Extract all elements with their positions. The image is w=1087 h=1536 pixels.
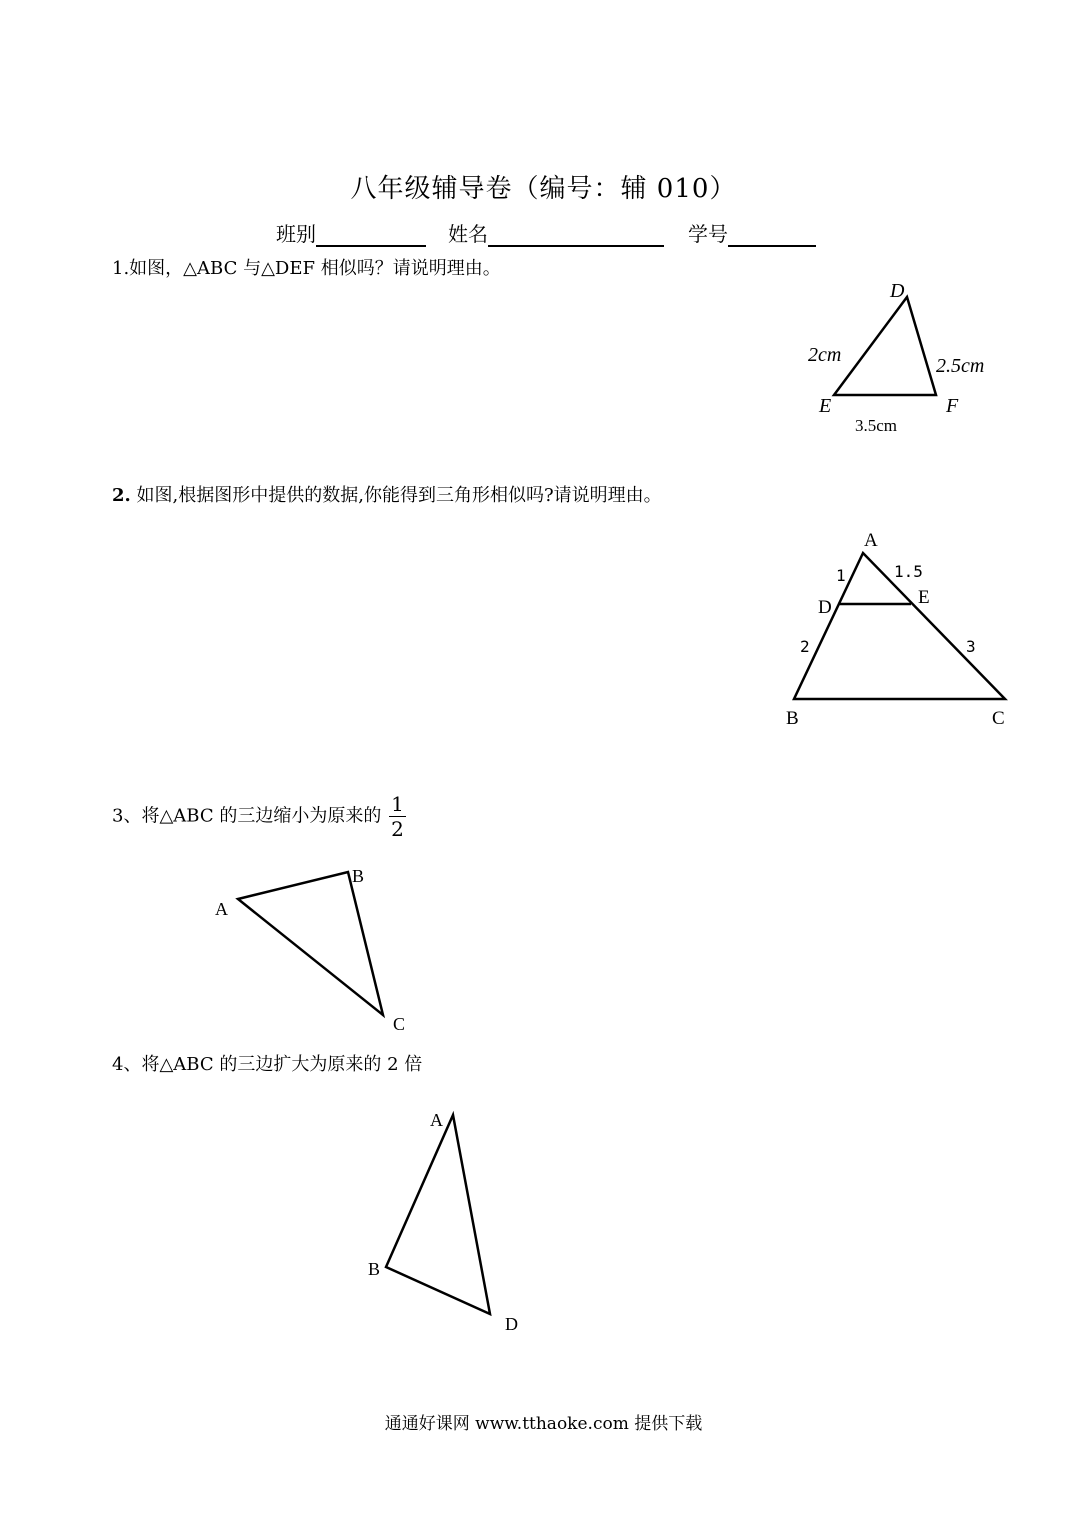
q1-vertex-f: F xyxy=(946,395,959,417)
page-title: 八年级辅导卷（编号：辅 010） xyxy=(350,174,737,204)
q4-vertex-a: A xyxy=(430,1110,443,1130)
q1-vertex-d: D xyxy=(890,280,905,302)
triangle-abd-q4 xyxy=(386,1115,490,1314)
student-id-label: 学号 xyxy=(688,222,728,246)
question-4-text: 4、将△ABC 的三边扩大为原来的 2 倍 xyxy=(112,1054,423,1075)
triangle-def xyxy=(834,297,936,395)
q2-vertex-a: A xyxy=(864,530,878,551)
q2-segment-db: 2 xyxy=(800,637,810,656)
question-1-text: 1.如图，△ABC 与△DEF 相似吗？请说明理由。 xyxy=(112,258,501,279)
fraction-denominator: 2 xyxy=(391,817,404,841)
fraction-numerator: 1 xyxy=(391,792,404,816)
footer-credit: 通通好课网 www.tthaoke.com 提供下载 xyxy=(384,1414,703,1434)
q4-vertex-b: B xyxy=(368,1259,381,1279)
q2-segment-ad: 1 xyxy=(836,566,846,585)
q1-side-ef: 3.5cm xyxy=(855,416,898,435)
q2-segment-ae: 1.5 xyxy=(894,562,923,581)
class-label: 班别 xyxy=(276,222,316,246)
name-label: 姓名 xyxy=(448,222,488,246)
q2-vertex-c: C xyxy=(992,708,1005,729)
triangle-abc-q3 xyxy=(238,872,383,1015)
q1-side-de: 2cm xyxy=(808,344,842,366)
q2-vertex-b: B xyxy=(786,708,799,729)
q3-vertex-b: B xyxy=(352,866,365,886)
q3-vertex-a: A xyxy=(215,899,228,919)
q1-vertex-e: E xyxy=(819,395,832,417)
q2-segment-ec: 3 xyxy=(966,637,976,656)
question-2-number: 2. xyxy=(112,485,131,506)
q2-vertex-e: E xyxy=(918,587,930,608)
q4-vertex-d: D xyxy=(505,1314,518,1334)
q3-vertex-c: C xyxy=(393,1014,406,1034)
question-3-body: 3、将△ABC 的三边缩小为原来的 xyxy=(112,805,382,827)
question-2-body: 如图,根据图形中提供的数据,你能得到三角形相似吗?请说明理由。 xyxy=(136,485,662,506)
q1-side-df: 2.5cm xyxy=(936,355,985,377)
q2-vertex-d: D xyxy=(818,597,832,618)
